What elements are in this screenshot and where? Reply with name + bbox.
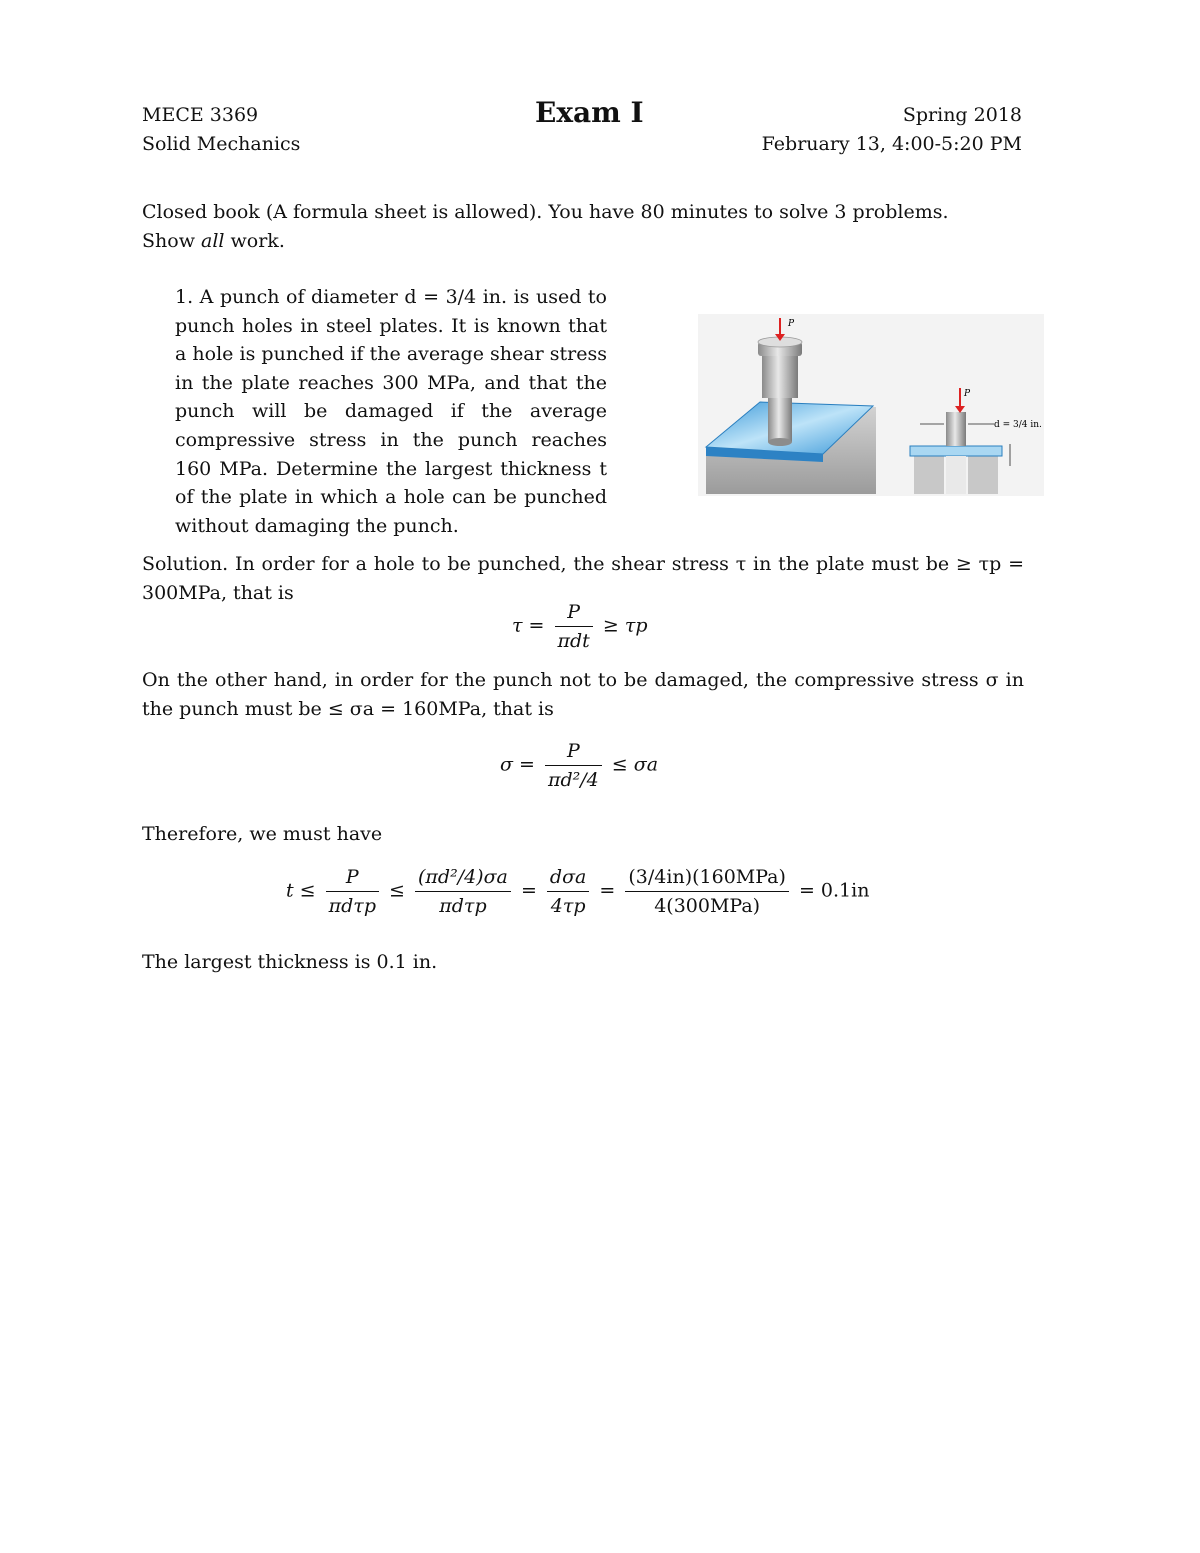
instructions-line: Closed book (A formula sheet is allowed). You have 80 minutes to solve 3 problems. bbox=[142, 201, 949, 223]
exam-term: Spring 2018 bbox=[902, 104, 1022, 126]
eq3-leq: ≤ bbox=[389, 879, 405, 902]
problem-1-statement: 1. A punch of diameter d = 3/4 in. is used to punch holes in steel plates. It is known that a hole is punched if the average shear stress in the plate reaches 300 MPa, and that the punch will be damaged if the average compressive stress in the punch reaches 160 MPa. Determine the largest thickness t of the plate in which a hole can be punched without damaging the punch. bbox=[175, 286, 607, 537]
eq1-numerator: P bbox=[555, 601, 593, 627]
eq3-fraction-1 bbox=[326, 866, 379, 917]
eq1-denominator: πdt bbox=[557, 630, 590, 652]
exam-date-time: February 13, 4:00-5:20 PM bbox=[761, 133, 1022, 155]
section-die-left bbox=[914, 456, 944, 494]
eq2-numerator: P bbox=[545, 740, 602, 766]
eq3-f1-numerator: P bbox=[326, 866, 379, 892]
eq3-f1-denominator: πdτp bbox=[328, 895, 376, 917]
solution-conclusion: The largest thickness is 0.1 in. bbox=[142, 951, 438, 973]
eq3-fraction-2 bbox=[415, 866, 511, 917]
equation-thickness bbox=[286, 866, 869, 917]
eq3-f4-denominator: 4(300MPa) bbox=[654, 895, 761, 917]
punch-tip bbox=[768, 438, 792, 446]
eq2-rhs: ≤ σa bbox=[611, 753, 659, 776]
eq3-f2-denominator: πdτp bbox=[439, 895, 487, 917]
eq2-fraction bbox=[545, 740, 602, 791]
eq1-lhs: τ = bbox=[512, 614, 545, 637]
load-label-1: P bbox=[788, 319, 795, 329]
course-name: Solid Mechanics bbox=[142, 133, 301, 155]
dimension-label: d = 3/4 in. bbox=[994, 420, 1042, 430]
solution-paragraph-1: Solution. In order for a hole to be punched, the shear stress τ in the plate must be ≥ τp = 300MPa, that is bbox=[142, 553, 1024, 604]
eq3-equals-2: = bbox=[599, 879, 616, 902]
section-plate bbox=[910, 446, 1002, 456]
eq3-fraction-3 bbox=[547, 866, 589, 917]
header-right bbox=[762, 101, 1022, 159]
punch-figure bbox=[698, 314, 1044, 496]
punch-shank bbox=[768, 394, 792, 442]
instructions bbox=[142, 198, 1024, 256]
solution-paragraph-2: On the other hand, in order for the punch not to be damaged, the compressive stress σ in the punch must be ≤ σa = 160MPa, that is bbox=[142, 669, 1024, 720]
eq2-lhs: σ = bbox=[500, 753, 535, 776]
equation-compressive bbox=[500, 740, 658, 791]
eq2-denominator: πd²/4 bbox=[547, 769, 599, 791]
eq3-fraction-4 bbox=[625, 866, 789, 917]
work-text: work. bbox=[224, 230, 285, 252]
show-text: Show bbox=[142, 230, 201, 252]
eq3-f2-numerator: (πd²/4)σa bbox=[415, 866, 511, 892]
load-label-2: P bbox=[964, 389, 971, 399]
instructions-show-work bbox=[142, 227, 1024, 256]
header-left bbox=[142, 101, 300, 159]
equation-shear bbox=[512, 601, 648, 652]
exam-title: Exam I bbox=[535, 96, 644, 129]
eq1-fraction bbox=[555, 601, 593, 652]
eq1-rhs: ≥ τp bbox=[602, 614, 648, 637]
section-punch bbox=[946, 412, 966, 446]
punch-body bbox=[762, 354, 798, 398]
eq3-lhs: t ≤ bbox=[286, 879, 316, 902]
eq3-equals-1: = bbox=[520, 879, 537, 902]
solution-paragraph-3: Therefore, we must have bbox=[142, 823, 383, 845]
eq3-f3-denominator: 4τp bbox=[550, 895, 586, 917]
course-code: MECE 3369 bbox=[142, 104, 259, 126]
section-hole bbox=[946, 456, 966, 494]
eq3-f4-numerator: (3/4in)(160MPa) bbox=[625, 866, 789, 892]
eq3-result: = 0.1in bbox=[798, 879, 870, 902]
all-text: all bbox=[201, 230, 225, 252]
eq3-f3-numerator: dσa bbox=[547, 866, 589, 892]
section-die-right bbox=[968, 456, 998, 494]
punch-illustration bbox=[698, 314, 1044, 496]
